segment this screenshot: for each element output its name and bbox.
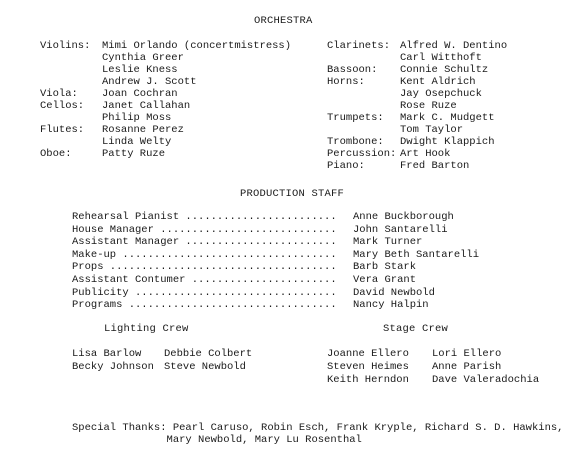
crew-member-name: Lori Ellero	[432, 348, 502, 360]
staff-role: Rehearsal Pianist ........................	[72, 211, 337, 223]
musician-name: Rosanne Perez	[102, 124, 184, 136]
crew-member-name: Anne Parish	[432, 361, 502, 373]
crew-row	[72, 348, 312, 361]
musician-name: Dwight Klappich	[400, 136, 495, 148]
orchestra-row	[327, 40, 572, 52]
instrument-label: Oboe:	[40, 148, 72, 160]
musician-name: Connie Schultz	[400, 64, 489, 76]
orchestra-row	[327, 124, 572, 136]
production-staff-heading: PRODUCTION STAFF	[240, 188, 345, 200]
orchestra-row	[40, 112, 320, 124]
staff-name: John Santarelli	[353, 223, 448, 236]
musician-name: Fred Barton	[400, 160, 470, 172]
crew-member-name: Steven Heimes	[327, 361, 409, 373]
musician-name: Kent Aldrich	[400, 76, 476, 88]
orchestra-row	[40, 76, 320, 88]
stage-crew-heading: Stage Crew	[383, 323, 449, 335]
staff-row	[72, 236, 552, 249]
instrument-label: Clarinets:	[327, 40, 391, 52]
musician-name: Leslie Kness	[102, 64, 178, 76]
crew-member-name: Joanne Ellero	[327, 348, 409, 360]
orchestra-row	[327, 100, 572, 112]
orchestra-row	[40, 40, 320, 52]
production-staff-list	[72, 211, 552, 312]
lighting-crew-list	[72, 348, 312, 374]
staff-row	[72, 224, 552, 237]
crew-row	[327, 348, 572, 361]
orchestra-row	[327, 88, 572, 100]
orchestra-row	[327, 52, 572, 64]
instrument-label: Trumpets:	[327, 112, 384, 124]
staff-row	[72, 261, 552, 274]
instrument-label: Percussion:	[327, 148, 397, 160]
musician-name: Cynthia Greer	[102, 52, 184, 64]
musician-name: Linda Welty	[102, 136, 172, 148]
staff-role: Programs .................................	[72, 299, 337, 312]
staff-name: Vera Grant	[353, 273, 417, 286]
staff-name: Mark Turner	[353, 236, 423, 249]
musician-name: Carl Witthoft	[400, 52, 482, 64]
instrument-label: Viola:	[40, 88, 78, 100]
instrument-label: Piano:	[327, 160, 365, 172]
musician-name: Philip Moss	[102, 112, 172, 124]
orchestra-row	[327, 112, 572, 124]
musician-name: Andrew J. Scott	[102, 76, 197, 88]
crew-row	[72, 361, 312, 374]
instrument-label: Horns:	[327, 76, 365, 88]
lighting-crew-heading: Lighting Crew	[104, 323, 189, 335]
special-thanks-line: Special Thanks: Pearl Caruso, Robin Esch, Frank Kryple, Richard S. D. Hawkins,	[72, 422, 564, 434]
crew-member-name: Becky Johnson	[72, 361, 154, 373]
crew-member-name: Keith Herndon	[327, 374, 409, 386]
staff-row	[72, 274, 552, 287]
musician-name: Alfred W. Dentino	[400, 40, 508, 52]
instrument-label: Flutes:	[40, 124, 85, 136]
instrument-label: Cellos:	[40, 100, 85, 112]
orchestra-row	[327, 136, 572, 148]
staff-name: Mary Beth Santarelli	[353, 248, 480, 261]
staff-role: House Manager ............................	[72, 223, 337, 236]
orchestra-row	[40, 100, 320, 112]
staff-role: Assistant Manager ........................	[72, 236, 337, 249]
instrument-label: Violins:	[40, 40, 91, 52]
orchestra-row	[327, 160, 572, 172]
crew-member-name: Steve Newbold	[164, 361, 246, 373]
staff-row	[72, 299, 552, 312]
musician-name: Tom Taylor	[400, 124, 464, 136]
staff-name: Barb Stark	[353, 261, 417, 274]
staff-role: Assistant Contumer .......................	[72, 273, 337, 286]
staff-name: David Newbold	[353, 286, 435, 299]
musician-name: Janet Callahan	[102, 100, 191, 112]
orchestra-row	[327, 148, 572, 160]
staff-role: Props ....................................	[72, 261, 337, 274]
special-thanks-line: Mary Newbold, Mary Lu Rosenthal	[72, 434, 362, 446]
orchestra-row	[40, 64, 320, 76]
crew-row	[327, 374, 572, 387]
orchestra-heading: ORCHESTRA	[254, 15, 313, 27]
instrument-label: Bassoon:	[327, 64, 378, 76]
musician-name: Mimi Orlando (concertmistress)	[102, 40, 292, 52]
orchestra-row	[40, 88, 320, 100]
instrument-label: Trombone:	[327, 136, 384, 148]
musician-name: Art Hook	[400, 148, 451, 160]
musician-name: Joan Cochran	[102, 88, 178, 100]
staff-row	[72, 287, 552, 300]
staff-row	[72, 249, 552, 262]
orchestra-right-list	[327, 40, 572, 172]
special-thanks	[72, 422, 572, 446]
orchestra-row	[40, 136, 320, 148]
musician-name: Patty Ruze	[102, 148, 166, 160]
orchestra-left-list	[40, 40, 320, 160]
orchestra-row	[40, 52, 320, 64]
orchestra-row	[327, 76, 572, 88]
staff-row	[72, 211, 552, 224]
staff-name: Nancy Halpin	[353, 299, 429, 312]
crew-member-name: Dave Valeradochia	[432, 374, 540, 386]
staff-role: Make-up ..................................	[72, 248, 337, 261]
crew-row	[327, 361, 572, 374]
staff-role: Publicity ................................	[72, 286, 337, 299]
orchestra-row	[40, 148, 320, 160]
musician-name: Rose Ruze	[400, 100, 457, 112]
orchestra-row	[327, 64, 572, 76]
stage-crew-list	[327, 348, 572, 387]
orchestra-row	[40, 124, 320, 136]
musician-name: Jay Osepchuck	[400, 88, 482, 100]
musician-name: Mark C. Mudgett	[400, 112, 495, 124]
staff-name: Anne Buckborough	[353, 211, 454, 223]
crew-member-name: Lisa Barlow	[72, 348, 142, 360]
crew-member-name: Debbie Colbert	[164, 348, 253, 360]
